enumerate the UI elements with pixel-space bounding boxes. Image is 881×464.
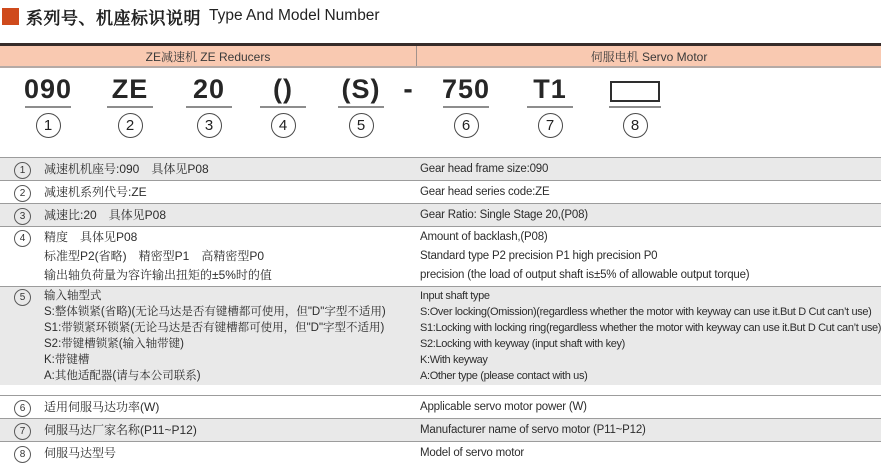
segment-number-badge: 2 bbox=[118, 113, 143, 138]
row-en-line: S2:Locking with keyway (input shaft with key) bbox=[420, 338, 625, 350]
row-zh-line: A:其他适配器(请与本公司联系) bbox=[44, 370, 201, 382]
model-segment-text: 750 bbox=[441, 74, 491, 104]
segment-number-badge: 6 bbox=[454, 113, 479, 138]
table-row-3 bbox=[0, 203, 881, 226]
segment-number-badge: 4 bbox=[271, 113, 296, 138]
row-number-badge: 8 bbox=[14, 446, 31, 463]
row-zh-lines bbox=[44, 205, 166, 225]
segment-underline bbox=[107, 106, 153, 108]
row-zh-line: 减速机系列代号:ZE bbox=[44, 185, 147, 199]
segment-underline bbox=[338, 106, 384, 108]
row-en-cell bbox=[417, 158, 881, 180]
row-number-badge: 3 bbox=[14, 208, 31, 225]
row-zh-lines bbox=[44, 182, 147, 202]
row-en-line: S1:Locking with locking ring(regardless whether the motor with keyway can use it.But D Cut can’t use) bbox=[420, 322, 881, 334]
column-header-bar bbox=[0, 43, 881, 68]
table-row-2 bbox=[0, 180, 881, 203]
row-zh-line: 输入轴型式 bbox=[44, 290, 102, 302]
table-row-6 bbox=[0, 395, 881, 418]
row-number-badge: 6 bbox=[14, 400, 31, 417]
row-zh-cell bbox=[0, 158, 417, 180]
model-segment-text: T1 bbox=[533, 74, 567, 104]
model-segment-8 bbox=[601, 74, 669, 138]
row-en-line: Gear head frame size:090 bbox=[420, 163, 549, 175]
row-en-line: precision (the load of output shaft is±5% of allowable output torque) bbox=[420, 269, 750, 281]
row-en-cell bbox=[417, 419, 881, 441]
table-gap bbox=[0, 385, 881, 395]
row-zh-line: K:带键槽 bbox=[44, 354, 90, 366]
model-segment-4 bbox=[255, 74, 311, 138]
row-zh-cell bbox=[0, 204, 417, 226]
row-en-cell bbox=[417, 227, 881, 286]
model-segment-5 bbox=[333, 74, 389, 138]
row-zh-lines bbox=[44, 228, 272, 285]
segment-underline bbox=[443, 106, 489, 108]
row-zh-line: S:整体锁紧(省略)(无论马达是否有键槽都可使用，但"D"字型不适用) bbox=[44, 306, 386, 318]
segment-underline bbox=[609, 106, 661, 108]
table-row-5 bbox=[0, 286, 881, 385]
row-en-cell bbox=[417, 181, 881, 203]
row-zh-lines bbox=[44, 443, 116, 463]
row-zh-line: 输出轴负荷量为容许输出扭矩的±5%时的值 bbox=[44, 268, 272, 282]
row-zh-lines bbox=[44, 159, 209, 179]
title-bullet-square bbox=[2, 8, 19, 25]
model-segment-7 bbox=[522, 74, 578, 138]
model-segment-3 bbox=[181, 74, 237, 138]
model-segment-text: 20 bbox=[192, 74, 226, 104]
table-row-8 bbox=[0, 441, 881, 464]
row-number-badge: 1 bbox=[14, 162, 31, 179]
row-en-line: Applicable servo motor power (W) bbox=[420, 401, 587, 413]
row-zh-line: 适用伺服马达功率(W) bbox=[44, 400, 160, 414]
row-en-line: K:With keyway bbox=[420, 354, 488, 366]
segment-underline bbox=[186, 106, 232, 108]
row-zh-line: S2:带键槽锁紧(输入轴带键) bbox=[44, 338, 184, 350]
row-number-badge: 5 bbox=[14, 289, 31, 306]
row-en-line: S:Over locking(Omission)(regardless whether the motor with keyway can use it.But D Cut can’t use) bbox=[420, 306, 872, 318]
row-en-line: A:Other type (please contact with us) bbox=[420, 370, 588, 382]
row-zh-line: S1:带锁紧环锁紧(无论马达是否有键槽都可使用，但"D"字型不适用) bbox=[44, 322, 385, 334]
segment-underline bbox=[25, 106, 71, 108]
header-servo-motor: 伺服电机 Servo Motor bbox=[590, 49, 708, 64]
row-en-line: Gear Ratio: Single Stage 20,(P08) bbox=[420, 209, 588, 221]
model-segment-text: 090 bbox=[23, 74, 73, 104]
row-zh-cell bbox=[0, 287, 417, 385]
spec-table bbox=[0, 157, 881, 464]
row-en-cell bbox=[417, 396, 881, 418]
segment-underline bbox=[260, 106, 306, 108]
row-zh-line: 减速比:20 具体见P08 bbox=[44, 208, 167, 222]
row-zh-cell bbox=[0, 419, 417, 441]
row-zh-cell bbox=[0, 181, 417, 203]
row-en-line: Input shaft type bbox=[420, 290, 490, 302]
row-en-line: Model of servo motor bbox=[420, 447, 525, 459]
row-en-line: Standard type P2 precision P1 high precision P0 bbox=[420, 250, 658, 262]
model-segment-text: ZE bbox=[111, 74, 149, 104]
segment-underline bbox=[527, 106, 573, 108]
row-number-badge: 2 bbox=[14, 185, 31, 202]
row-en-cell bbox=[417, 204, 881, 226]
row-en-cell bbox=[417, 287, 881, 385]
page-title bbox=[2, 5, 380, 27]
row-en-line: Gear head series code:ZE bbox=[420, 186, 550, 198]
motor-model-box bbox=[610, 81, 660, 102]
model-segment-1 bbox=[20, 74, 76, 138]
row-zh-lines bbox=[44, 397, 159, 417]
row-zh-cell bbox=[0, 227, 417, 286]
row-zh-line: 减速机机座号:090 具体见P08 bbox=[44, 162, 209, 176]
row-zh-cell bbox=[0, 442, 417, 464]
segment-number-badge: 3 bbox=[197, 113, 222, 138]
row-en-cell bbox=[417, 442, 881, 464]
model-segment-6 bbox=[438, 74, 494, 138]
row-zh-line: 精度 具体见P08 bbox=[44, 230, 138, 244]
row-zh-lines bbox=[44, 420, 197, 440]
table-row-7 bbox=[0, 418, 881, 441]
row-zh-line: 伺服马达型号 bbox=[44, 446, 117, 460]
model-segment-text: - bbox=[403, 73, 413, 104]
row-zh-lines bbox=[44, 288, 386, 384]
row-number-badge: 7 bbox=[14, 423, 31, 440]
row-en-line: Amount of backlash,(P08) bbox=[420, 231, 548, 243]
row-number-badge: 4 bbox=[14, 230, 31, 247]
row-en-line: Manufacturer name of servo motor (P11~P12) bbox=[420, 424, 646, 436]
model-segment-dash bbox=[396, 74, 420, 104]
header-ze-reducers: ZE减速机 ZE Reducers bbox=[0, 46, 417, 66]
row-zh-cell bbox=[0, 396, 417, 418]
row-zh-line: 伺服马达厂家名称(P11~P12) bbox=[44, 423, 197, 437]
table-row-1 bbox=[0, 157, 881, 180]
model-number-row bbox=[0, 74, 881, 150]
model-segment-2 bbox=[102, 74, 158, 138]
model-segment-text: () bbox=[273, 74, 293, 104]
table-row-4 bbox=[0, 226, 881, 286]
page-title-zh: 系列号、机座标识说明 bbox=[26, 8, 201, 28]
row-zh-line: 标准型P2(省略) 精密型P1 高精密型P0 bbox=[44, 249, 265, 263]
model-segment-text: (S) bbox=[341, 74, 381, 104]
segment-number-badge: 5 bbox=[349, 113, 374, 138]
page-title-en: Type And Model Number bbox=[209, 7, 380, 24]
segment-number-badge: 7 bbox=[538, 113, 563, 138]
segment-number-badge: 8 bbox=[623, 113, 648, 138]
segment-number-badge: 1 bbox=[36, 113, 61, 138]
